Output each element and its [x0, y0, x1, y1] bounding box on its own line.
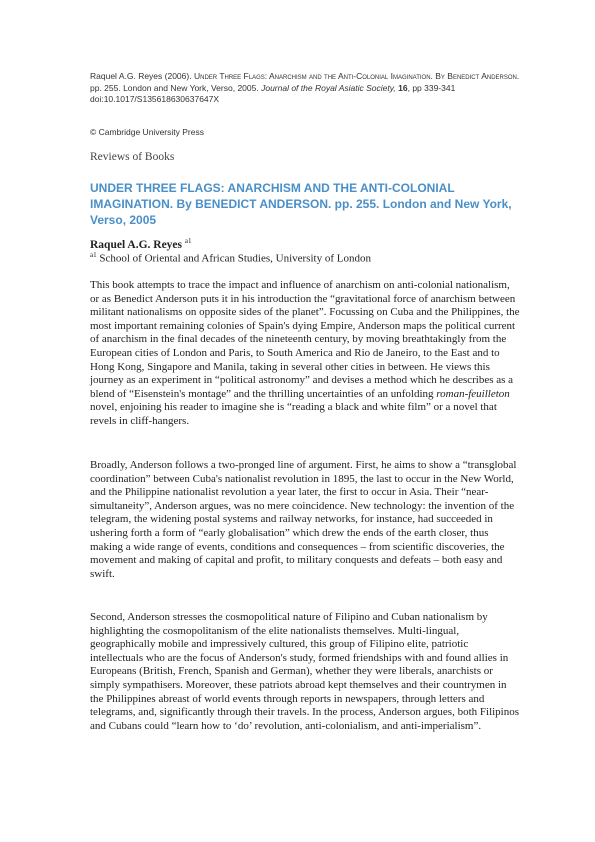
section-label: Reviews of Books — [90, 151, 175, 163]
citation-doi[interactable]: doi:10.1017/S135618630637647X — [90, 94, 220, 104]
citation-title: Under Three Flags: Anarchism and the Anti-Colonial Imagination. By Benedict Anderson. — [193, 71, 520, 81]
p1-text-a: This book attempts to trace the impact and influence of anarchism on anti-colonial nationalism, or as Benedict Anderson puts it in his introduction the “gravitational force of anarchism between militant nationalisms on opposite sides of the planet”. Focussing on Cuba and the Philippines, the most important remaining colonies of Spain's dying Empire, Anderson maps the political current of anarchism in the final decades of the nineteenth century, by moving breathtakingly from the European cities of London and Paris, to South America and Rio de Janeiro, to the East and to Hong Kong, Singapore and Manila, taking in several other cities in between. He views this journey as an experiment in “political astronomy” and devises a method which he describes as a blend of “Eisenstein's montage” and the thrilling uncertainties of an unfolding — [90, 279, 520, 400]
citation-block — [90, 71, 520, 106]
citation-author-year: Raquel A.G. Reyes (2006). — [90, 71, 192, 81]
author-affiliation — [90, 251, 371, 265]
copyright-notice: © Cambridge University Press — [90, 127, 204, 137]
p1-italic-term: roman-feuilleton — [436, 387, 510, 400]
body-paragraph-1 — [90, 279, 520, 429]
affiliation-text: School of Oriental and African Studies, University of London — [99, 252, 371, 265]
p1-text-b: novel, enjoining his reader to imagine she is “reading a black and white film” or a novel that revels in cliff-hangers. — [90, 401, 497, 427]
citation-volume: 16 — [398, 82, 408, 93]
affiliation-sup: a1 — [90, 251, 97, 259]
citation-pages: , pp 339-341 — [407, 82, 456, 93]
body-paragraph-2: Broadly, Anderson follows a two-pronged line of argument. First, he aims to show a “transglobal coordination” between Cuba's nationalist revolution in 1895, the last to occur in the New World, and the Philippine nationalist revolution a year later, the first to occur in Asia. Their “near-simultaneity”, Anderson argues, was no mere coincidence. New technology: the invention of the telegram, the widening postal systems and railway networks, for instance, had succeeded in ushering forth a form of “early globalisation” which drew the ends of the earth closer, thus making a wide range of events, conditions and consequences – from scientific discoveries, the movement and making of capital and profit, to military conquests and defeats – both easy and swift. — [90, 459, 517, 580]
body-paragraph-3: Second, Anderson stresses the cosmopolitical nature of Filipino and Cuban nationalism by highlighting the cosmopolitanism of the elite nationalists themselves. Multi-lingual, geographically mobile and impressively cultured, this group of Filipino elite, patriotic intellectuals who are the focus of Anderson's study, formed friendships with and found allies in Europeans (British, French, Spanish and German), whether they were liberals, anarchists or simply sympathisers. Moreover, these patriots abroad kept themselves and their countrymen in the Philippines abreast of world events through reports in newspapers, through letters and telegrams, and, significantly through their travels. In the process, Anderson argues, both Filipinos and Cubans could “learn how to ‘do’ revolution, anti-colonialism, and anti-imperialism”. — [90, 611, 520, 732]
author-name: Raquel A.G. Reyes — [90, 238, 182, 251]
author-sup: a1 — [184, 237, 192, 245]
citation-journal: Journal of the Royal Asiatic Society, — [261, 82, 396, 93]
citation-pub-details: pp. 255. London and New York, Verso, 2005. — [90, 82, 259, 93]
review-title: UNDER THREE FLAGS: ANARCHISM AND THE ANTI-COLONIAL IMAGINATION. By BENEDICT ANDERSON. pp. 255. London and New York, Verso, 2005 — [90, 181, 512, 227]
author-line — [90, 237, 191, 251]
